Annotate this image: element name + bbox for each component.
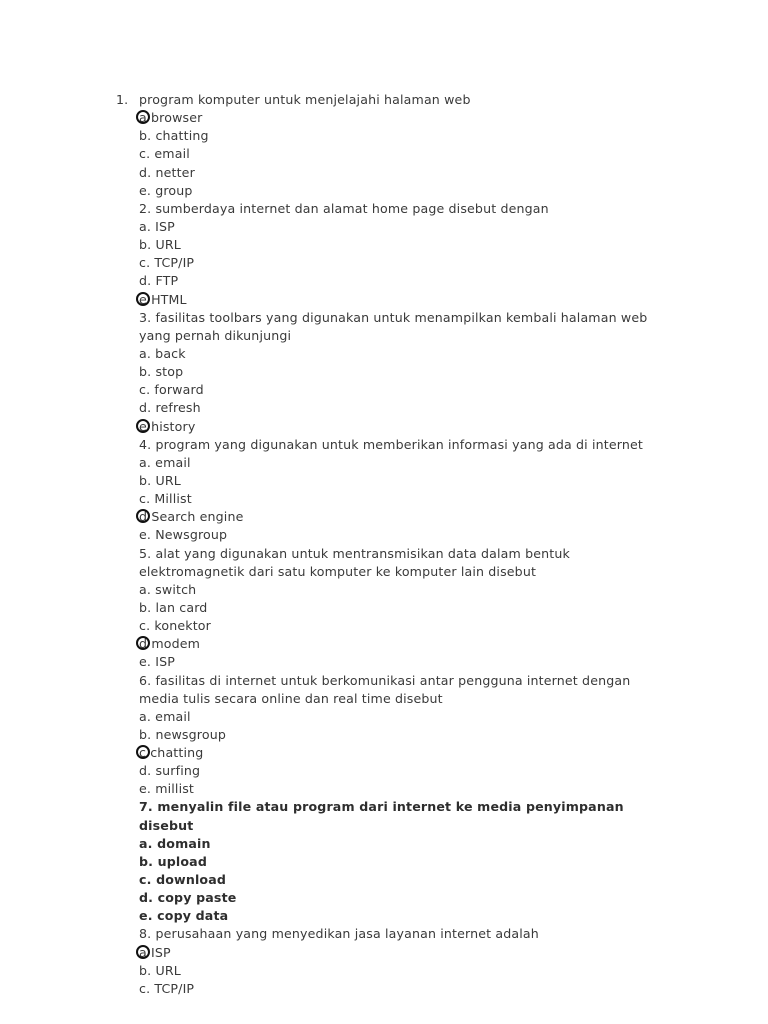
document-line xyxy=(0,817,768,835)
line-text: 4. program yang digunakan untuk memberikan informasi yang ada di internet xyxy=(139,436,643,452)
document-line xyxy=(0,272,768,290)
document-line xyxy=(0,254,768,272)
line-text: 3. fasilitas toolbars yang digunakan untuk menampilkan kembali halaman web xyxy=(139,309,648,325)
document-line xyxy=(0,200,768,218)
line-text: b. stop xyxy=(139,364,184,380)
line-text: b. URL xyxy=(139,472,181,488)
document-line xyxy=(0,599,768,617)
line-text: e. millist xyxy=(139,781,195,797)
line-text: a. switch xyxy=(139,581,197,597)
line-text: a. email xyxy=(139,708,191,724)
line-text: e. ISP xyxy=(139,654,175,670)
document-line xyxy=(0,490,768,508)
line-text: c. forward xyxy=(139,382,204,398)
option-text: HTML xyxy=(151,291,187,307)
line-text: c. download xyxy=(139,872,227,888)
answer-circle-mark xyxy=(139,944,147,962)
document-line xyxy=(0,454,768,472)
line-text: c. TCP/IP xyxy=(139,255,195,271)
circled-answer-line xyxy=(0,508,768,526)
document-line xyxy=(0,907,768,925)
option-letter: b. xyxy=(139,128,152,144)
line-text: elektromagnetik dari satu komputer ke komputer lain disebut xyxy=(139,563,537,579)
document-line xyxy=(0,871,768,889)
line-text: a. domain xyxy=(139,835,211,851)
line-text: b. newsgroup xyxy=(139,726,226,742)
option-line xyxy=(0,109,768,127)
option-text: email xyxy=(154,146,190,162)
document-line xyxy=(0,962,768,980)
answer-circle-mark xyxy=(139,744,146,762)
document-line xyxy=(0,780,768,798)
option-letter: e xyxy=(139,418,147,434)
document-line xyxy=(0,327,768,345)
line-text: a. ISP xyxy=(139,218,175,234)
option-letter: e. xyxy=(139,182,152,198)
question-1-text: program komputer untuk menjelajahi halaman web xyxy=(139,92,471,107)
line-text: c. TCP/IP xyxy=(139,980,195,996)
line-text: 7. menyalin file atau program dari internet ke media penyimpanan xyxy=(139,799,624,815)
document-line xyxy=(0,236,768,254)
option-text: browser xyxy=(151,110,203,126)
option-letter: c xyxy=(139,745,147,761)
document-line xyxy=(0,762,768,780)
line-text: b. upload xyxy=(139,853,207,869)
document-line xyxy=(0,853,768,871)
answer-circle-mark xyxy=(139,109,147,127)
line-text: e. Newsgroup xyxy=(139,527,228,543)
document-line xyxy=(0,672,768,690)
line-text: disebut xyxy=(139,817,194,833)
option-text: Search engine xyxy=(151,509,244,525)
document-line xyxy=(0,563,768,581)
quiz-document xyxy=(0,91,768,998)
line-text: d. FTP xyxy=(139,273,179,289)
document-line xyxy=(0,381,768,399)
option-letter: e xyxy=(139,291,147,307)
document-line xyxy=(0,798,768,816)
line-text: 5. alat yang digunakan untuk mentransmisikan data dalam bentuk xyxy=(139,545,570,561)
document-line xyxy=(0,835,768,853)
line-text: d. surfing xyxy=(139,763,201,779)
document-line xyxy=(0,309,768,327)
line-text: e. copy data xyxy=(139,908,229,924)
circled-answer-line xyxy=(0,291,768,309)
line-text: c. konektor xyxy=(139,618,211,634)
line-text: b. lan card xyxy=(139,599,208,615)
question-1-line xyxy=(0,91,768,109)
answer-circle-mark xyxy=(139,418,147,436)
document-line xyxy=(0,472,768,490)
line-text: yang pernah dikunjungi xyxy=(139,327,292,343)
line-text: 8. perusahaan yang menyedikan jasa layanan internet adalah xyxy=(139,926,539,942)
option-letter: a xyxy=(139,110,147,126)
document-line xyxy=(0,345,768,363)
document-line xyxy=(0,617,768,635)
document-line xyxy=(0,925,768,943)
line-text: d. refresh xyxy=(139,400,201,416)
document-line xyxy=(0,399,768,417)
document-line xyxy=(0,545,768,563)
document-line xyxy=(0,653,768,671)
option-text: ISP xyxy=(151,944,171,960)
option-letter: d. xyxy=(139,164,152,180)
option-line xyxy=(0,182,768,200)
line-text: d. copy paste xyxy=(139,890,237,906)
circled-answer-line xyxy=(0,635,768,653)
circled-answer-line xyxy=(0,418,768,436)
document-line xyxy=(0,690,768,708)
option-line xyxy=(0,127,768,145)
document-line xyxy=(0,708,768,726)
option-text: modem xyxy=(151,636,201,652)
answer-circle-mark xyxy=(139,291,147,309)
document-line xyxy=(0,363,768,381)
document-line xyxy=(0,889,768,907)
document-line xyxy=(0,526,768,544)
answer-circle-mark xyxy=(139,635,147,653)
option-letter: d xyxy=(139,509,148,525)
line-text: a. back xyxy=(139,345,186,361)
document-line xyxy=(0,436,768,454)
circled-answer-line xyxy=(0,744,768,762)
document-line xyxy=(0,980,768,998)
document-line xyxy=(0,581,768,599)
option-text: chatting xyxy=(155,128,209,144)
circled-answer-line xyxy=(0,944,768,962)
option-letter: c. xyxy=(139,146,151,162)
line-text: b. URL xyxy=(139,962,181,978)
answer-circle-mark xyxy=(139,508,147,526)
line-text: c. Millist xyxy=(139,491,192,507)
option-line xyxy=(0,164,768,182)
line-text: b. URL xyxy=(139,237,181,253)
option-letter: d xyxy=(139,636,148,652)
option-text: history xyxy=(151,418,196,434)
line-text: 2. sumberdaya internet dan alamat home page disebut dengan xyxy=(139,200,549,216)
option-text: group xyxy=(155,182,193,198)
line-text: a. email xyxy=(139,454,191,470)
option-letter: a xyxy=(139,944,147,960)
option-line xyxy=(0,145,768,163)
document-line xyxy=(0,726,768,744)
line-text: 6. fasilitas di internet untuk berkomunikasi antar pengguna internet dengan xyxy=(139,672,631,688)
question-1-number: 1. xyxy=(116,92,129,107)
option-text: netter xyxy=(155,164,195,180)
option-text: chatting xyxy=(150,745,204,761)
line-text: media tulis secara online dan real time disebut xyxy=(139,690,443,706)
document-line xyxy=(0,218,768,236)
